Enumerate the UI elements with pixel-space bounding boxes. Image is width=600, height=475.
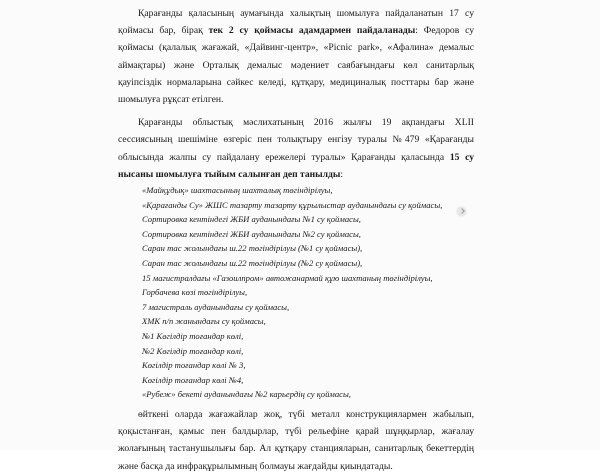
list-item: Горбачева көзі төгіндірілуы, xyxy=(142,287,248,298)
list-item: Саран тас жолындағы ш.22 төгіндірілуы (№1 су қоймасы), xyxy=(142,243,363,254)
prohibited-water-bodies-list xyxy=(118,183,474,402)
list-item: «Майқұдық» шахтасының шахталық төгіндірілуы, xyxy=(142,185,333,196)
list-item: Сортировка кентіндегі ЖБИ ауданындағы №1 су қоймасы, xyxy=(142,214,361,225)
list-item: Көгілдір тоғандар көлі №4, xyxy=(142,374,244,385)
list-item: Саран тас жолындағы ш.22 төгіндірілуы (№2 су қоймасы), xyxy=(142,258,363,268)
document-body xyxy=(118,5,474,475)
list-item: Сортировка кентіндегі ЖБИ ауданындағы №2 су қоймасы, xyxy=(142,228,361,239)
paragraph-text: : xyxy=(340,168,344,180)
paragraph-text: Қарағанды облыстық мәслихатының 2016 жылғы 19 ақпандағы XLII сессиясының шешіміне өзгеріс пен толықтыру енгізу туралы №479 «Қарағанды облысында жалпы су пайдалану ережелері туралы» Қарағанды қаласында xyxy=(118,117,474,163)
paragraph-bold-text: 15 су нысаны шомылуға тыйым салынған деп танылды xyxy=(118,151,474,180)
paragraph-text: Қарағанды қаласының аумағында халықтың шомылуға пайдаланатын 17 су қоймасы бар, бірақ xyxy=(118,8,474,37)
paragraph-reasons: өйткені оларда жағажайлар жоқ, түбі металл конструкциялармен жабылып, қоқыстанған, қамыс пен балдырлар, түбі рельефіне қарай шұңқырлар, жағалау жолағының тастанушылығы бар. Ал құтқару станцияларын, санитарлық бекеттердің және басқа да инфрақұрылымның болмауы жағдайды қиындатады. xyxy=(118,408,474,472)
paragraph-permitted-reservoirs xyxy=(118,5,474,108)
list-item: ХМК п/п жанындағы су қоймасы, xyxy=(142,316,266,327)
list-item: Көгілдір тоғандар көлі № 3, xyxy=(142,360,246,371)
list-item: 15 магистралдағы «Газоилпром» автожанармай құю шахтаның төгіндірілуы, xyxy=(142,272,433,283)
list-item: «Қарағанды Су» ЖШС тазарту тазарту құрылыстар ауданындағы су қоймасы, xyxy=(142,199,443,210)
paragraph-text: : Федоров су қоймасы (қалалық жағажай, «Дайвинг-центр», «Picnic park», «Афалина» демалыс аймақтары) және Орталық демалыс мәдениет саябағындағы көл санитарлық қауіпсіздік нормаларына сәйкес келеді, құтқару, медициналық посттары бар және шомылуға рұқсат етілген. xyxy=(118,25,474,106)
list-item: №2 Көгілдір тоғандар көлі, xyxy=(142,345,244,356)
list-item: «Рубеж» бекеті ауданындағы №2 карьердің су қоймасы, xyxy=(142,389,351,400)
chevron-right-icon[interactable] xyxy=(457,207,466,216)
list-item: №1 Көгілдір тоғандар көлі, xyxy=(142,330,244,341)
paragraph-decision xyxy=(118,114,474,183)
paragraph-bold-text: тек 2 су қоймасы адамдармен пайдаланады xyxy=(208,25,416,37)
list-item: 7 магистраль ауданындағы су қоймасы, xyxy=(142,301,290,312)
